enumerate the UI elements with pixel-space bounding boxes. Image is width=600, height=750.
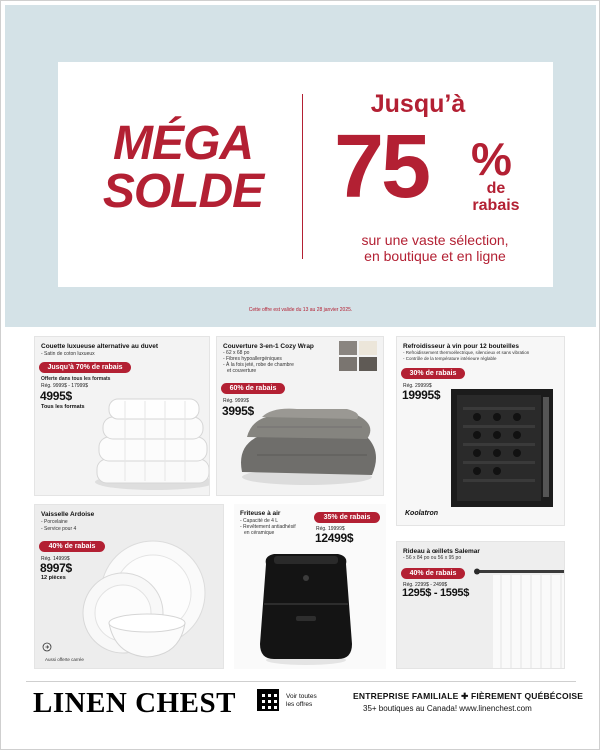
mega-text: MÉGA	[113, 117, 253, 170]
product-title: Rideau à œillets Salemar	[403, 548, 480, 555]
product-tile-duvet[interactable]	[34, 336, 210, 496]
regular-price: Rég. 14999$	[41, 556, 70, 562]
hero-card	[58, 62, 553, 287]
regular-price: Rég. 29999$	[403, 383, 432, 389]
subline-2: en boutique et en ligne	[364, 248, 506, 264]
sale-price: 12499$	[315, 531, 354, 545]
voir-line-1: Voir toutes	[286, 693, 317, 700]
product-tile-fryer[interactable]	[234, 504, 386, 669]
discount-badge: 35% de rabais	[314, 512, 380, 523]
sale-price: 1295$ - 1595$	[402, 587, 470, 599]
discount-badge: 40% de rabais	[401, 568, 465, 579]
rabais-text: rabais	[472, 197, 520, 214]
size-note: Tous les formats	[41, 404, 85, 410]
product-spec: - Capacité de 4 L	[240, 518, 279, 524]
piece-count: 12 pièces	[41, 575, 66, 581]
product-spec: - Contrôle de la température intérieure réglable	[403, 356, 497, 361]
product-spec: - 56 x 84 po ou 56 x 95 po	[403, 555, 462, 561]
discount-badge: 60% de rabais	[221, 383, 285, 394]
also-available-note: Aussi offerte carrée	[45, 657, 84, 662]
percent-number: 75	[334, 117, 429, 217]
product-spec: - 62 x 68 po	[223, 350, 250, 356]
see-all-offers-link[interactable]	[286, 693, 317, 709]
product-spec: - Porcelaine	[41, 519, 68, 525]
brand-logo: LINEN CHEST	[33, 687, 236, 719]
product-title: Vaisselle Ardoise	[41, 511, 95, 518]
product-tile-wine-cooler[interactable]	[396, 336, 565, 526]
regular-price: Rég. 9999$	[223, 398, 249, 404]
product-title: Refroidisseur à vin pour 12 bouteilles	[403, 343, 519, 350]
product-tile-curtain[interactable]	[396, 541, 565, 669]
hero-subline	[340, 232, 530, 264]
product-spec: - Revêtement antiadhésif	[240, 524, 296, 530]
percent-sign: %	[471, 133, 512, 185]
stores-and-website: 35+ boutiques au Canada! www.linenchest.com	[363, 704, 532, 713]
air-fryer-image	[234, 504, 386, 669]
sale-price: 4995$	[40, 389, 72, 403]
curtain-image	[397, 542, 565, 669]
mega-solde-heading	[83, 117, 283, 218]
hero-divider	[302, 94, 303, 259]
product-spec: - Service pour 4	[41, 526, 77, 532]
offer-note: Offerte dans tous les formats	[41, 376, 111, 382]
regular-price: Rég. 2299$ - 2499$	[403, 582, 448, 588]
regular-price: Rég. 19999$	[316, 526, 345, 532]
jusqua-text: Jusqu’à	[370, 90, 466, 118]
wine-cooler-image	[397, 337, 565, 526]
sale-price: 8997$	[40, 561, 72, 575]
de-rabais	[471, 180, 521, 214]
footer-divider	[26, 681, 576, 682]
discount-badge: Jusqu’à 70% de rabais	[39, 362, 131, 373]
validity-note: Cette offre est valide du 13 au 28 janvier 2025.	[248, 307, 353, 313]
product-tile-blanket[interactable]	[216, 336, 384, 496]
blanket-image	[217, 337, 384, 496]
product-spec: - Refroidissement thermoélectrique, silencieux et sans vibration	[403, 350, 530, 355]
voir-line-2: les offres	[286, 701, 313, 708]
product-tile-dishes[interactable]	[34, 504, 224, 669]
solde-text: SOLDE	[102, 165, 264, 218]
sale-price: 19995$	[402, 388, 441, 402]
discount-badge: 30% de rabais	[401, 368, 465, 379]
product-title: Couverture 3-en-1 Cozy Wrap	[223, 343, 314, 350]
product-title: Friteuse à air	[240, 510, 281, 517]
product-title: Couette luxueuse alternative au duvet	[41, 343, 159, 350]
subline-1: sur une vaste sélection,	[361, 232, 509, 248]
dishes-image	[35, 505, 224, 669]
qr-code-icon[interactable]	[257, 689, 279, 711]
koolatron-logo: Koolatron	[405, 510, 439, 517]
product-spec: et couverture	[227, 368, 257, 374]
product-spec: - Fibres hypoallergéniques	[223, 356, 282, 362]
product-spec: en céramique	[244, 530, 275, 536]
sale-price: 3995$	[222, 404, 254, 418]
product-spec: - À la fois jeté, robe de chambre	[223, 362, 294, 368]
product-spec: - Satin de coton luxueux	[41, 351, 95, 357]
regular-price: Rég. 9999$ - 17999$	[41, 383, 88, 389]
duvet-image	[35, 337, 210, 496]
discount-badge: 40% de rabais	[39, 541, 105, 552]
family-business-tagline: ENTREPRISE FAMILIALE ✚ FIÈREMENT QUÉBÉCOISE	[353, 691, 584, 701]
hero-banner	[5, 5, 596, 327]
de-text: de	[486, 180, 506, 197]
